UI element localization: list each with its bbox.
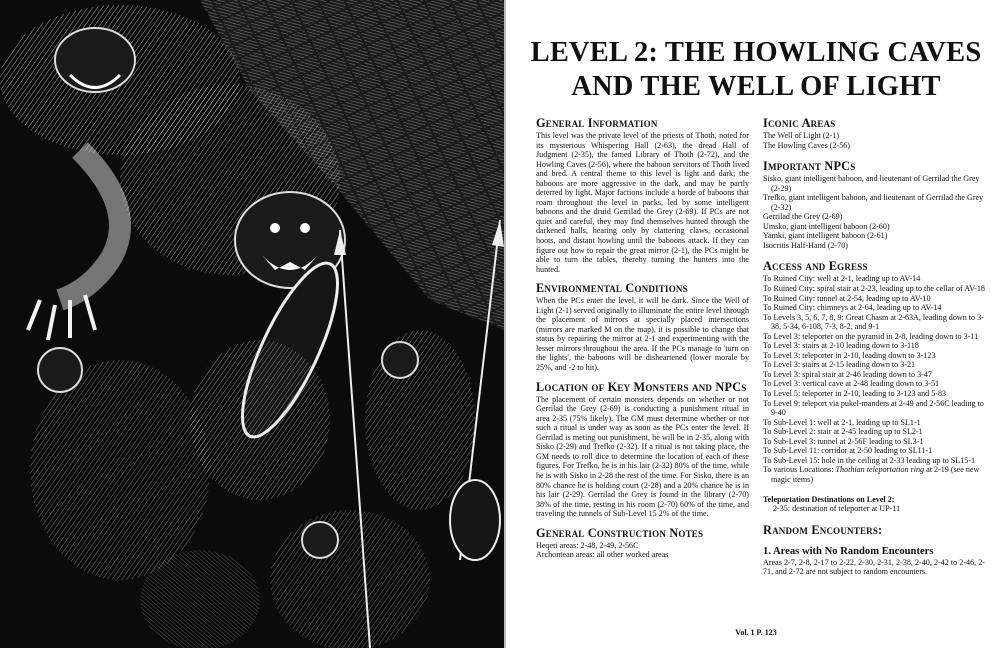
- access-item: To Level 3: vertical cave at 2-48 leading down to 3-51: [763, 379, 940, 389]
- access-item: To Sub-Level 1: well at 2-1, leading up to SL1-1: [763, 417, 921, 427]
- access-item: To Level 3: spiral stair at 2-46 leading down to 3-47: [763, 369, 932, 379]
- teleportation-heading: Teleportation Destinations on Level 2:: [763, 494, 895, 504]
- various-italic: Thothian teleportation ring: [835, 465, 925, 475]
- no-encounters-subheading: 1. Areas with No Random Encounters: [763, 545, 934, 557]
- teleportation-line: 2-35: destination of teleporter at UP-11: [773, 504, 901, 514]
- title-line-2: AND THE WELL OF LIGHT: [571, 71, 941, 102]
- access-item: To Sub-Level 2: stair at 2-45 leading up to SL2-1: [763, 427, 923, 437]
- environmental-conditions-text: When the PCs enter the level, it will be dark. Since the Well of Light (2-1) served originally to illuminate the entire level through the placement of mirrors at specially placed intersections (mirrors are marked M on the map), it is possible to change that status by repairing the mirror at 2-1 and experimenting with the lesser mirrors throughout the area. If the PCs manage to 'turn on the lights', the baboons will be disheartened (lower morale by 25%, and -2 to hit).: [536, 296, 749, 373]
- access-egress-heading: Access and Egress: [763, 259, 868, 274]
- various-prefix: To various Locations:: [763, 465, 836, 475]
- access-item: To Ruined City: well at 2-1, leading up to AV-14: [763, 274, 921, 284]
- npc-item: Isocritis Half-Hand (2-70): [763, 240, 848, 250]
- important-npcs-heading: Important NPCs: [763, 159, 856, 174]
- access-item: To Level 3: teleporter in 2-10, leading down to 3-123: [763, 350, 936, 360]
- key-monsters-heading: Location of Key Monsters and NPCs: [536, 379, 747, 394]
- access-item: To Level 3: stairs at 2-10 leading down to 3-118: [763, 341, 919, 351]
- no-encounters-text: Areas 2-7, 2-8, 2-17 to 2-22, 2-30, 2-31, 2-38, 2-40, 2-42 to 2-46, 2-71, and 2-72 are not subject to random encounters.: [763, 557, 985, 577]
- npc-item: Yamki, giant intelligent baboon (2-61): [763, 231, 888, 241]
- npc-item: Sisko, giant intelligent baboon, and lieutenant of Gerrilad the Grey (2-29): [763, 174, 980, 193]
- npc-item: Trefko, giant intelligent baboon, and lieutenant of Gerrilad the Grey (2-32): [763, 193, 984, 212]
- access-item: To Sub-Level 11: corridor at 2-50 leading to SL11-1: [763, 446, 933, 456]
- access-item: To Ruined City: spiral stair at 2-23, leading up to the cellar of AV-18: [763, 284, 985, 294]
- npc-item: Gerrilad the Grey (2-69): [763, 212, 843, 222]
- environmental-conditions-heading: Environmental Conditions: [536, 281, 688, 296]
- iconic-area-item: The Well of Light (2-1): [763, 131, 840, 140]
- access-item-various: [763, 465, 985, 484]
- page-title: [526, 36, 986, 104]
- iconic-areas-heading: Iconic Areas: [763, 116, 836, 130]
- left-text-column: [536, 117, 749, 560]
- page-footer: Vol. 1 P. 123: [735, 628, 777, 637]
- access-item: To Sub-Level 15: hole in the ceiling at 2-33 leading up to SL15-1: [763, 455, 976, 465]
- right-text-column: [763, 117, 985, 577]
- access-item: To Level 5: teleporter in 2-10, leading to 3-123 and 5-83: [763, 389, 947, 399]
- access-item: To Level 9: teleport via pukel-manders at 2-49 and 2-56C leading to 9-40: [763, 398, 984, 418]
- access-item: To Level 3: stairs at 2-15 leading down to 3-21: [763, 360, 916, 370]
- right-page-text: [506, 0, 1006, 648]
- key-monsters-text: The placement of certain monsters depends on whether or not Gerrilad the Grey (2-69) is conducting a punishment ritual in area 2-35 (75% likely). The GM must determine whether or not such a ritual is under way as soon as the PCs enter the level. If Gerrilad is meting out punishment, he will be in 2-35, along with Sisko (2-29) and Trefko (2-32). If a ritual is not taking place, the GM needs to roll dice to determine the location of each of these figures. For Trefko, he is in his lair (2-32) 80% of the time, while he is with Sisko in 2-28 the rest of the time. For Sisko, there is an 80% chance he is holding court (2-28) and a 20% chance he is in his lair (2-29). Gerrilad the Grey is found in the library (2-70) 38% of the time, resting in his room (2-70) 60% of the time, and traveling the tunnels of Sub-Level 15 2% of the time.: [536, 394, 749, 519]
- npc-item: Umsko, giant intelligent baboon (2-60): [763, 221, 890, 231]
- access-item: To Levels 3, 5, 6, 7, 8, 9: Great Chasm at 2-63A, leading down to 3-38, 5-34, 6-108, 7-3, 8-2, and 9-1: [763, 312, 984, 332]
- construction-note: Heqeti areas: 2-48, 2-49, 2-56C: [536, 540, 639, 550]
- access-item: To Ruined City: tunnel at 2-54, leading up to AV-10: [763, 293, 931, 303]
- access-item: To Ruined City: chimneys at 2-64, leading up to AV-14: [763, 303, 942, 313]
- iconic-area-item: The Howling Caves (2-56): [763, 140, 850, 150]
- various-suffix: at 2-19 (see new magic items): [771, 465, 980, 484]
- title-line-1: LEVEL 2: THE HOWLING CAVES: [530, 37, 982, 68]
- random-encounters-heading: Random Encounters:: [763, 522, 883, 537]
- general-information-heading: General Information: [536, 116, 658, 130]
- access-item: To Sub-Level 3: tunnel at 2-56F leading to SL3-1: [763, 436, 924, 446]
- construction-note: Archontean areas: all other worked areas: [536, 550, 669, 560]
- access-egress-list: [763, 274, 985, 484]
- access-item: To Level 3: teleporter on the pyramid in 2-8, leading down to 3-11: [763, 331, 979, 341]
- general-information-text: This level was the private level of the priests of Thoth, noted for its mysterious Whispering Hall (2-63), the dread Hall of Judgment (2-35), the famed Library of Thoth (2-72), and the Howling Caves (2-56), where the baboon servitors of Thoth lived and bred. A central theme to this level is light and dark; the baboons are more aggressive in the dark, and may be partly deterred by light. Major factions include a horde of baboons that roam throughout the level in packs, led by some intelligent baboons and the druid Gerrilad the Grey (2-69). If PCs are not quiet and careful, they may find themselves hunted through the darkened halls, hearing only by clattering claws, occasional hoots, and distant howling until the baboons attack. If they can figure out how to repair the great mirror (2-1), the PCs might be able to turn the tables, thereby turning the hunters into the hunted.: [536, 131, 749, 274]
- construction-notes-heading: General Construction Notes: [536, 525, 704, 540]
